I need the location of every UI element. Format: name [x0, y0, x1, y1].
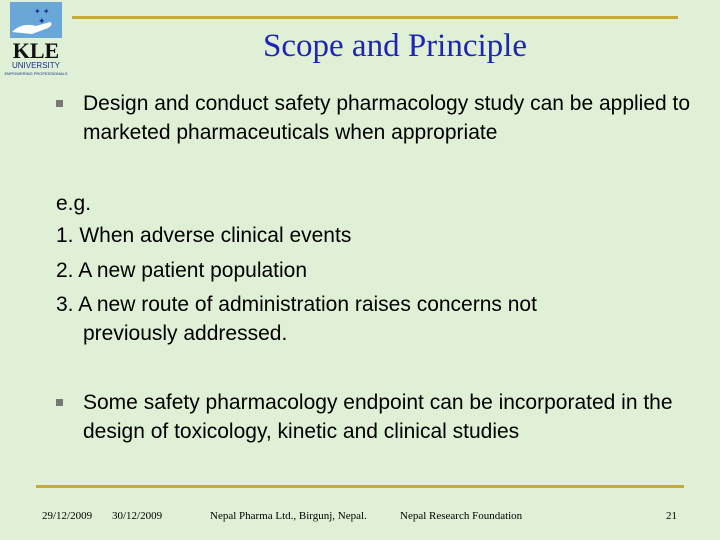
- svg-text:KLE: KLE: [12, 38, 60, 63]
- bullet-icon: [56, 399, 63, 406]
- bullet-text: Design and conduct safety pharmacology study can be applied to marketed pharmaceuticals when appropriate: [83, 92, 691, 144]
- bottom-divider: [36, 485, 684, 488]
- eg-item-continued: previously addressed.: [83, 322, 288, 345]
- svg-text:EMPOWERING PROFESSIONALS: EMPOWERING PROFESSIONALS: [4, 71, 68, 76]
- top-divider: [72, 16, 678, 19]
- page-number: 21: [666, 510, 677, 522]
- bullet-icon: [56, 100, 63, 107]
- footer-org-1: Nepal Pharma Ltd., Birgunj, Nepal.: [210, 510, 367, 522]
- svg-text:✦: ✦: [38, 16, 46, 26]
- eg-item: 2. A new patient population: [56, 259, 308, 282]
- footer-org-2: Nepal Research Foundation: [400, 510, 523, 522]
- eg-item: 1. When adverse clinical events: [56, 224, 352, 247]
- slide-title: Scope and Principle: [263, 28, 527, 64]
- svg-text:UNIVERSITY: UNIVERSITY: [11, 61, 61, 70]
- footer-date-2: 30/12/2009: [112, 510, 163, 522]
- footer-date-1: 29/12/2009: [42, 510, 93, 522]
- bullet-text: Some safety pharmacology endpoint can be incorporated in the design of toxicology, kinetic and clinical studies: [83, 391, 673, 443]
- eg-label: e.g.: [56, 192, 92, 215]
- svg-text:✦ ✦: ✦ ✦: [34, 7, 50, 16]
- eg-item: 3. A new route of administration raises concerns not: [56, 293, 537, 316]
